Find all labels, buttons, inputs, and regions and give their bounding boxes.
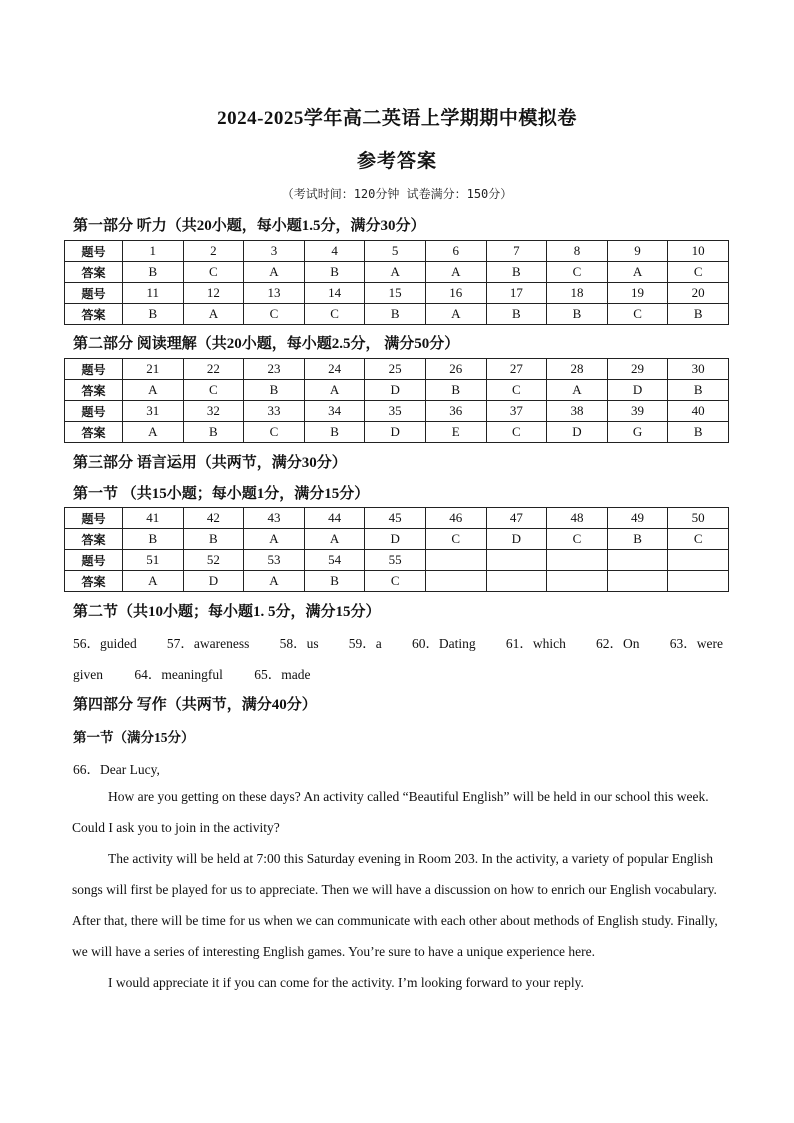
answer-cell: A bbox=[547, 380, 608, 401]
answer-cell: B bbox=[304, 422, 365, 443]
row-label: 答案 bbox=[65, 422, 123, 443]
answer-cell: 47 bbox=[486, 508, 547, 529]
answer-cell: 49 bbox=[607, 508, 668, 529]
answer-cell: 45 bbox=[365, 508, 426, 529]
answer-cell: C bbox=[607, 304, 668, 325]
fill-answer: 59．a bbox=[348, 636, 382, 651]
fill-answers-line1 bbox=[73, 632, 723, 652]
answer-cell: 18 bbox=[547, 283, 608, 304]
answer-table-row bbox=[65, 359, 729, 380]
part2-heading: 第二部分 阅读理解（共20小题，每小题2.5分， 满分50分） bbox=[73, 336, 460, 352]
fill-answer: 57．awareness bbox=[166, 636, 250, 651]
answer-cell: D bbox=[365, 529, 426, 550]
answer-cell: C bbox=[668, 529, 729, 550]
answer-cell: 38 bbox=[547, 401, 608, 422]
answer-cell: 9 bbox=[607, 241, 668, 262]
answer-cell: 39 bbox=[607, 401, 668, 422]
letter-greeting: 66．Dear Lucy, bbox=[73, 762, 160, 777]
answer-cell: 55 bbox=[365, 550, 426, 571]
answer-cell bbox=[486, 571, 547, 592]
answer-cell: B bbox=[183, 529, 244, 550]
answer-cell: 37 bbox=[486, 401, 547, 422]
answer-cell: 17 bbox=[486, 283, 547, 304]
answer-cell: 16 bbox=[425, 283, 486, 304]
answer-cell: 12 bbox=[183, 283, 244, 304]
answer-cell: 21 bbox=[123, 359, 184, 380]
fill-answer: 63．were bbox=[669, 636, 723, 651]
answer-cell: A bbox=[425, 262, 486, 283]
fill-answer: 64．meaningful bbox=[134, 667, 223, 682]
answer-cell: 42 bbox=[183, 508, 244, 529]
answer-cell: E bbox=[425, 422, 486, 443]
answer-cell: 46 bbox=[425, 508, 486, 529]
answer-cell: D bbox=[183, 571, 244, 592]
part3-section2-heading: 第二节（共10小题；每小题1. 5分，满分15分） bbox=[73, 604, 381, 620]
part1-answer-table bbox=[64, 240, 729, 325]
answer-cell: B bbox=[486, 304, 547, 325]
answer-cell bbox=[547, 571, 608, 592]
answer-cell: 24 bbox=[304, 359, 365, 380]
row-label: 答案 bbox=[65, 529, 123, 550]
answer-cell: B bbox=[123, 529, 184, 550]
part3-section1-heading: 第一节 （共15小题；每小题1分，满分15分） bbox=[73, 486, 370, 502]
answer-table-row bbox=[65, 529, 729, 550]
answer-cell: 50 bbox=[668, 508, 729, 529]
answer-cell: 28 bbox=[547, 359, 608, 380]
fill-answer: 58．us bbox=[279, 636, 319, 651]
part2-answer-table bbox=[64, 358, 729, 443]
answer-cell: B bbox=[547, 304, 608, 325]
answer-cell: 30 bbox=[668, 359, 729, 380]
answer-cell: 10 bbox=[668, 241, 729, 262]
answer-cell: A bbox=[365, 262, 426, 283]
answer-cell: B bbox=[304, 571, 365, 592]
answer-cell: C bbox=[183, 262, 244, 283]
answer-cell: A bbox=[244, 571, 305, 592]
answer-cell: 4 bbox=[304, 241, 365, 262]
answer-cell: 3 bbox=[244, 241, 305, 262]
answer-cell: 5 bbox=[365, 241, 426, 262]
letter-paragraph: The activity will be held at 7:00 this Saturday evening in Room 203. In the activity, a variety of popular English songs will first be played for us to appreciate. Then we will have a discussion on how to enrich our English vocabulary. After that, there will be time for us when we can communicate with each other about methods of English study. Finally, we will have a series of interesting English games. You’re sure to have a unique experience here. bbox=[72, 851, 718, 959]
answer-table-row bbox=[65, 550, 729, 571]
answer-cell: 40 bbox=[668, 401, 729, 422]
row-label: 题号 bbox=[65, 508, 123, 529]
answer-cell: 34 bbox=[304, 401, 365, 422]
answer-cell: B bbox=[668, 380, 729, 401]
answer-table-row bbox=[65, 401, 729, 422]
answer-cell: B bbox=[123, 262, 184, 283]
fill-answer: 61．which bbox=[505, 636, 566, 651]
answer-cell: 53 bbox=[244, 550, 305, 571]
part3-heading: 第三部分 语言运用（共两节，满分30分） bbox=[73, 455, 347, 471]
answer-cell bbox=[486, 550, 547, 571]
answer-cell: 20 bbox=[668, 283, 729, 304]
answer-cell: B bbox=[668, 422, 729, 443]
answer-cell: 31 bbox=[123, 401, 184, 422]
row-label: 题号 bbox=[65, 401, 123, 422]
answer-cell: B bbox=[123, 304, 184, 325]
answer-table-row bbox=[65, 422, 729, 443]
answer-table-row bbox=[65, 304, 729, 325]
answer-cell: B bbox=[365, 304, 426, 325]
row-label: 题号 bbox=[65, 241, 123, 262]
answer-table-row bbox=[65, 283, 729, 304]
fill-answer: 56．guided bbox=[73, 636, 137, 651]
answer-cell: C bbox=[365, 571, 426, 592]
answer-cell: C bbox=[668, 262, 729, 283]
answer-cell: 22 bbox=[183, 359, 244, 380]
answer-cell: 35 bbox=[365, 401, 426, 422]
letter-body bbox=[72, 781, 727, 998]
answer-cell: A bbox=[183, 304, 244, 325]
fill-answer: 65．made bbox=[254, 667, 311, 682]
answer-cell: C bbox=[425, 529, 486, 550]
answer-cell: A bbox=[123, 571, 184, 592]
answer-cell: 13 bbox=[244, 283, 305, 304]
answer-cell: A bbox=[123, 380, 184, 401]
answer-cell: D bbox=[365, 380, 426, 401]
answer-cell: C bbox=[486, 422, 547, 443]
answer-cell: 6 bbox=[425, 241, 486, 262]
answer-cell: A bbox=[304, 380, 365, 401]
answer-cell: A bbox=[123, 422, 184, 443]
answer-cell: 33 bbox=[244, 401, 305, 422]
answer-cell: C bbox=[244, 304, 305, 325]
answer-cell: A bbox=[244, 262, 305, 283]
answer-cell: B bbox=[425, 380, 486, 401]
answer-cell: B bbox=[244, 380, 305, 401]
answer-cell: C bbox=[244, 422, 305, 443]
answer-cell bbox=[668, 550, 729, 571]
part4-section1-heading: 第一节（满分15分） bbox=[73, 730, 195, 745]
answer-cell: 8 bbox=[547, 241, 608, 262]
answer-cell: 44 bbox=[304, 508, 365, 529]
answer-cell: 29 bbox=[607, 359, 668, 380]
answer-cell: 36 bbox=[425, 401, 486, 422]
answer-cell bbox=[607, 571, 668, 592]
answer-cell: D bbox=[607, 380, 668, 401]
answer-cell: 2 bbox=[183, 241, 244, 262]
letter-paragraph: I would appreciate it if you can come for the activity. I’m looking forward to your reply. bbox=[108, 975, 584, 990]
fill-answer: given bbox=[73, 667, 103, 682]
answer-cell: 54 bbox=[304, 550, 365, 571]
answer-cell: 7 bbox=[486, 241, 547, 262]
row-label: 答案 bbox=[65, 380, 123, 401]
answer-cell: A bbox=[304, 529, 365, 550]
letter-paragraph: How are you getting on these days? An activity called “Beautiful English” will be held in our school this week. Could I ask you to join in the activity? bbox=[72, 789, 709, 835]
fill-answers-line2 bbox=[73, 663, 310, 683]
page-title: 2024-2025学年高二英语上学期期中模拟卷 bbox=[217, 108, 577, 129]
fill-answer: 60．Dating bbox=[411, 636, 476, 651]
answer-cell: 23 bbox=[244, 359, 305, 380]
answer-cell: 41 bbox=[123, 508, 184, 529]
answer-cell: C bbox=[547, 529, 608, 550]
row-label: 题号 bbox=[65, 283, 123, 304]
answer-cell bbox=[547, 550, 608, 571]
answer-cell: 52 bbox=[183, 550, 244, 571]
part4-heading: 第四部分 写作（共两节，满分40分） bbox=[73, 697, 317, 713]
answer-cell: A bbox=[607, 262, 668, 283]
answer-table-row bbox=[65, 262, 729, 283]
answer-cell bbox=[607, 550, 668, 571]
answer-cell: 15 bbox=[365, 283, 426, 304]
answer-table-row bbox=[65, 571, 729, 592]
answer-cell: D bbox=[486, 529, 547, 550]
row-label: 题号 bbox=[65, 550, 123, 571]
answer-cell bbox=[425, 550, 486, 571]
answer-cell: B bbox=[304, 262, 365, 283]
part1-heading: 第一部分 听力（共20小题，每小题1.5分，满分30分） bbox=[73, 218, 426, 234]
answer-cell: 25 bbox=[365, 359, 426, 380]
answer-cell: B bbox=[668, 304, 729, 325]
row-label: 题号 bbox=[65, 359, 123, 380]
page-subtitle: 参考答案 bbox=[356, 151, 437, 172]
answer-table-row bbox=[65, 380, 729, 401]
answer-cell bbox=[425, 571, 486, 592]
answer-cell: 48 bbox=[547, 508, 608, 529]
answer-cell: C bbox=[304, 304, 365, 325]
answer-cell: 43 bbox=[244, 508, 305, 529]
answer-cell: A bbox=[244, 529, 305, 550]
answer-cell: 11 bbox=[123, 283, 184, 304]
answer-cell bbox=[668, 571, 729, 592]
row-label: 答案 bbox=[65, 571, 123, 592]
answer-cell: D bbox=[365, 422, 426, 443]
answer-cell: D bbox=[547, 422, 608, 443]
answer-cell: 32 bbox=[183, 401, 244, 422]
part3-answer-table bbox=[64, 507, 729, 592]
answer-table-row bbox=[65, 508, 729, 529]
answer-cell: 26 bbox=[425, 359, 486, 380]
answer-cell: B bbox=[183, 422, 244, 443]
row-label: 答案 bbox=[65, 262, 123, 283]
answer-cell: 14 bbox=[304, 283, 365, 304]
answer-cell: 1 bbox=[123, 241, 184, 262]
fill-answer: 62．On bbox=[596, 636, 640, 651]
answer-table-row bbox=[65, 241, 729, 262]
answer-cell: C bbox=[486, 380, 547, 401]
answer-cell: C bbox=[183, 380, 244, 401]
answer-cell: C bbox=[547, 262, 608, 283]
answer-cell: 19 bbox=[607, 283, 668, 304]
exam-note: （考试时间：120分钟 试卷满分：150分） bbox=[281, 187, 513, 201]
row-label: 答案 bbox=[65, 304, 123, 325]
answer-cell: B bbox=[486, 262, 547, 283]
answer-cell: B bbox=[607, 529, 668, 550]
answer-cell: 27 bbox=[486, 359, 547, 380]
answer-cell: 51 bbox=[123, 550, 184, 571]
answer-cell: A bbox=[425, 304, 486, 325]
answer-cell: G bbox=[607, 422, 668, 443]
